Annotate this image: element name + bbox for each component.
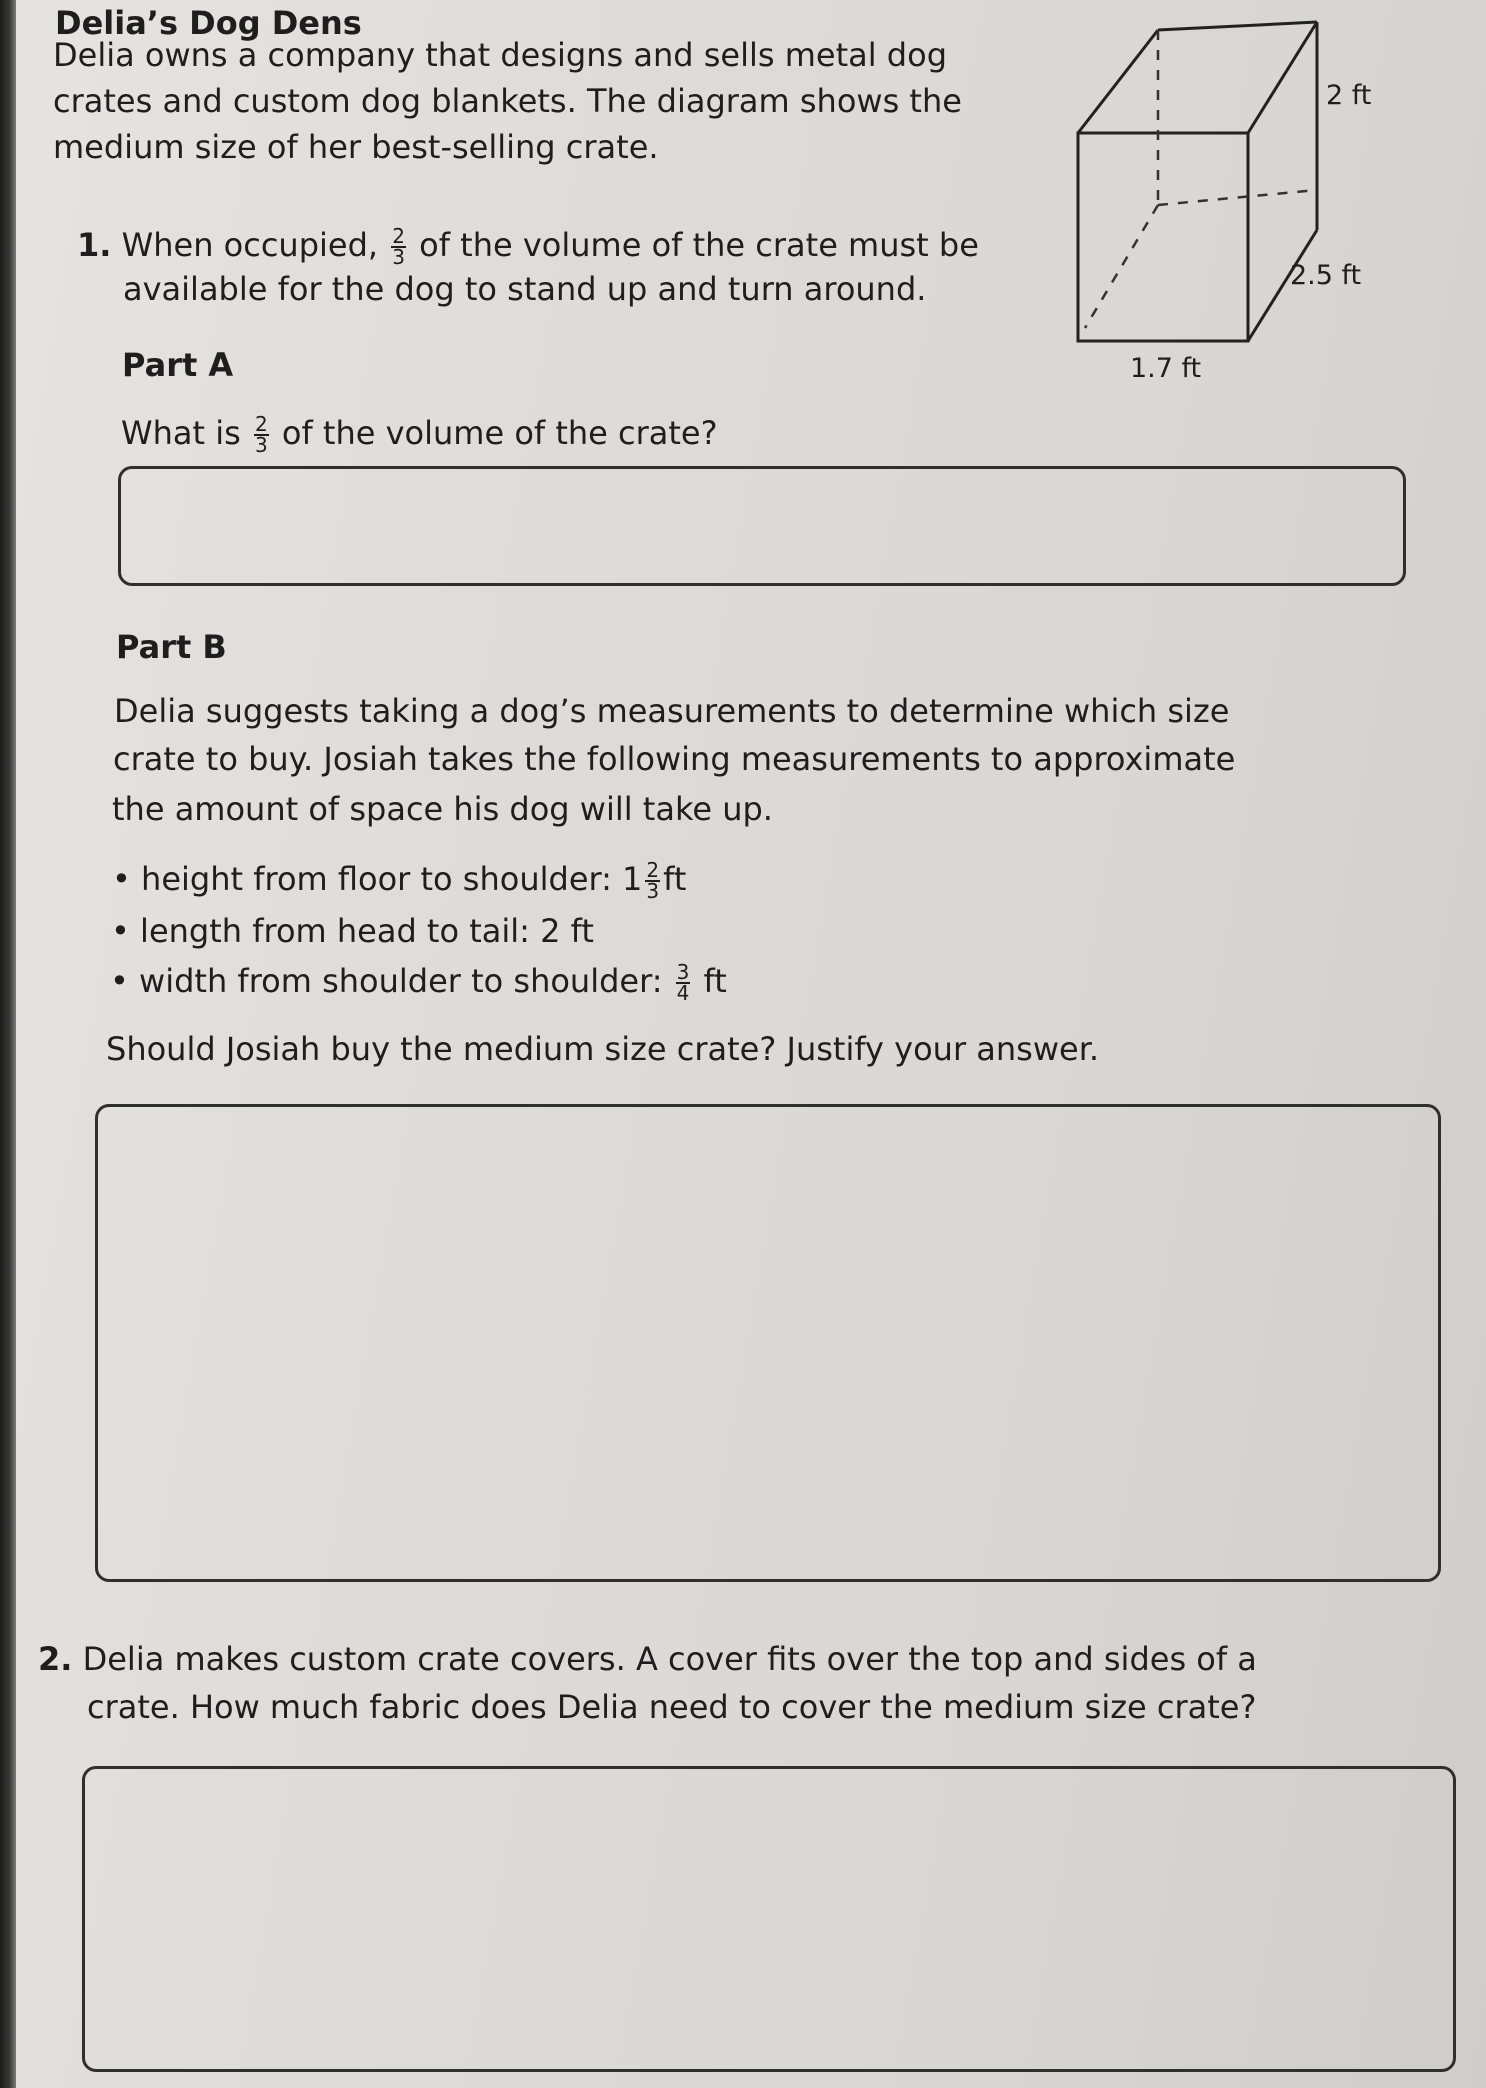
bullet-length: • length from head to tail: 2 ft	[111, 912, 594, 950]
label-height: 2.5 ft	[1290, 260, 1362, 291]
q1-line-1	[77, 226, 979, 267]
q2-line-2: crate. How much fabric does Delia need to cover the medium size crate?	[87, 1688, 1257, 1726]
part-b-answer-box[interactable]	[95, 1104, 1441, 1582]
part-b-question: Should Josiah buy the medium size crate? Justify your answer.	[106, 1030, 1100, 1068]
bullet-width: • width from shoulder to shoulder: $\frac{3}{4}$ ft	[110, 960, 727, 1005]
intro-line-1: Delia owns a company that designs and sells metal dog	[53, 36, 947, 74]
q2-line-1: 2. Delia makes custom crate covers. A cover fits over the top and sides of a	[38, 1640, 1257, 1678]
label-depth: 2 ft	[1326, 80, 1372, 111]
part-b-line-2: crate to buy. Josiah takes the following measurements to approximate	[113, 740, 1236, 778]
q1-text-a: When occupied,	[121, 226, 379, 264]
worksheet-title: Delia’s Dog Dens	[55, 4, 362, 42]
label-width: 1.7 ft	[1130, 353, 1202, 384]
crate-diagram	[0, 0, 1486, 400]
part-a-label: Part A	[122, 346, 234, 384]
q1-number: 1.	[77, 226, 112, 264]
part-b-line-3: the amount of space his dog will take up.	[112, 790, 773, 828]
part-a-question: What is $\frac{2}{3}$ of the volume of the crate?	[121, 412, 718, 457]
part-a-fraction: $\frac{2}{3}$	[254, 412, 268, 457]
part-a-answer-box[interactable]	[118, 466, 1406, 586]
q2-number: 2.	[38, 1640, 73, 1678]
part-b-label: Part B	[116, 628, 227, 666]
q1-text-b: of the volume of the crate must be	[419, 226, 979, 264]
intro-line-3: medium size of her best-selling crate.	[53, 128, 659, 166]
height-fraction: $\frac{2}{3}$	[646, 858, 660, 903]
width-fraction: $\frac{3}{4}$	[676, 960, 690, 1005]
crate-front-face	[1078, 133, 1248, 341]
q1-line-2: available for the dog to stand up and turn around.	[123, 270, 927, 308]
bullet-height: • height from floor to shoulder: 1 $\frac{2}{3}$ ft	[112, 858, 687, 903]
intro-line-2: crates and custom dog blankets. The diagram shows the	[53, 82, 962, 120]
q2-answer-box[interactable]	[82, 1766, 1456, 2072]
part-b-line-1: Delia suggests taking a dog’s measurements to determine which size	[114, 692, 1230, 730]
q1-fraction: $\frac{2}{3}$	[392, 224, 405, 269]
